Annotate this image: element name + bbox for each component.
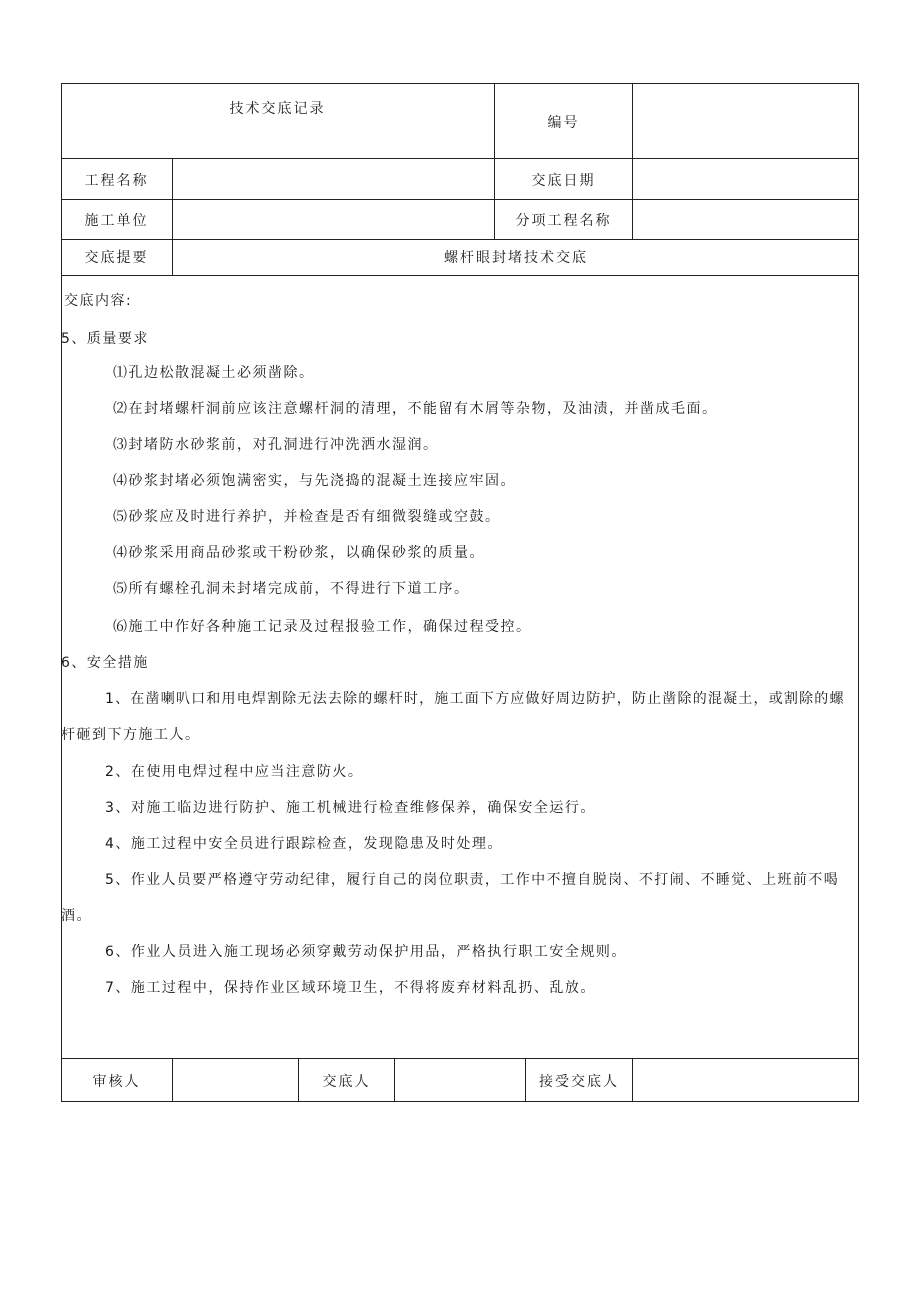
safety-item: 1、在凿喇叭口和用电焊割除无法去除的螺杆时，施工面下方应做好周边防护，防止凿除的混凝土，或割除的螺 — [105, 691, 845, 707]
safety-item: 6、作业人员进入施工现场必须穿戴劳动保护用品，严格执行职工安全规则。 — [105, 944, 627, 960]
safety-item: 4、施工过程中安全员进行跟踪检查，发现隐患及时处理。 — [105, 836, 503, 852]
border-right — [858, 83, 859, 1102]
quality-item: ⑸所有螺栓孔洞未封堵完成前，不得进行下道工序。 — [113, 581, 470, 597]
reviewer-label: 审核人 — [92, 1074, 141, 1090]
content-heading: 交底内容: — [64, 293, 133, 309]
date-label: 交底日期 — [531, 173, 596, 189]
safety-item: 5、作业人员要严格遵守劳动纪律，履行自己的岗位职责，工作中不擅自脱岗、不打闹、不睡觉、上班前不喝 — [105, 872, 840, 888]
quality-item: ⑵在封堵螺杆洞前应该注意螺杆洞的清理，不能留有木屑等杂物，及油渍，并凿成毛面。 — [113, 401, 718, 417]
safety-item: 3、对施工临边进行防护、施工机械进行检查维修保养，确保安全运行。 — [105, 800, 596, 816]
border-top — [61, 83, 859, 84]
col-divider-right — [632, 83, 633, 240]
summary-value: 螺杆眼封堵技术交底 — [444, 250, 588, 266]
section-title-safety: 6、安全措施 — [61, 655, 149, 671]
safety-item-continued: 酒。 — [61, 908, 92, 924]
row-divider-3 — [61, 239, 859, 240]
quality-item: ⑸砂浆应及时进行养护，并检查是否有细微裂缝或空鼓。 — [113, 509, 501, 525]
row-divider-2 — [61, 199, 859, 200]
quality-item: ⑷砂浆采用商品砂浆或干粉砂浆，以确保砂浆的质量。 — [113, 545, 485, 561]
row-divider-4 — [61, 275, 859, 276]
footer-col-5 — [632, 1058, 633, 1102]
safety-item: 7、施工过程中，保持作业区域环境卫生，不得将废弃材料乱扔、乱放。 — [105, 980, 596, 996]
quality-item: ⑴孔边松散混凝土必须凿除。 — [113, 365, 315, 381]
discloser-label: 交底人 — [322, 1074, 371, 1090]
row-divider-5 — [61, 1058, 859, 1059]
footer-col-3 — [394, 1058, 395, 1102]
subproject-label: 分项工程名称 — [515, 213, 612, 229]
summary-label: 交底提要 — [84, 250, 149, 266]
quality-item: ⑹施工中作好各种施工记录及过程报验工作，确保过程受控。 — [113, 619, 532, 635]
section-title-quality: 5、质量要求 — [61, 331, 149, 347]
number-label: 编号 — [547, 115, 580, 131]
quality-item: ⑶封堵防水砂浆前，对孔洞进行冲洗洒水湿润。 — [113, 437, 439, 453]
safety-item: 2、在使用电焊过程中应当注意防火。 — [105, 764, 364, 780]
border-bottom — [61, 1101, 859, 1102]
footer-col-1 — [172, 1058, 173, 1102]
safety-item-continued: 杆砸到下方施工人。 — [61, 727, 201, 743]
project-name-label: 工程名称 — [84, 173, 149, 189]
border-left — [61, 83, 62, 1102]
unit-label: 施工单位 — [84, 213, 149, 229]
row-divider-1 — [61, 158, 859, 159]
receiver-label: 接受交底人 — [539, 1074, 619, 1090]
disclosure-form — [61, 83, 859, 1102]
form-title: 技术交底记录 — [229, 101, 326, 117]
quality-item: ⑷砂浆封堵必须饱满密实，与先浇捣的混凝土连接应牢固。 — [113, 473, 516, 489]
